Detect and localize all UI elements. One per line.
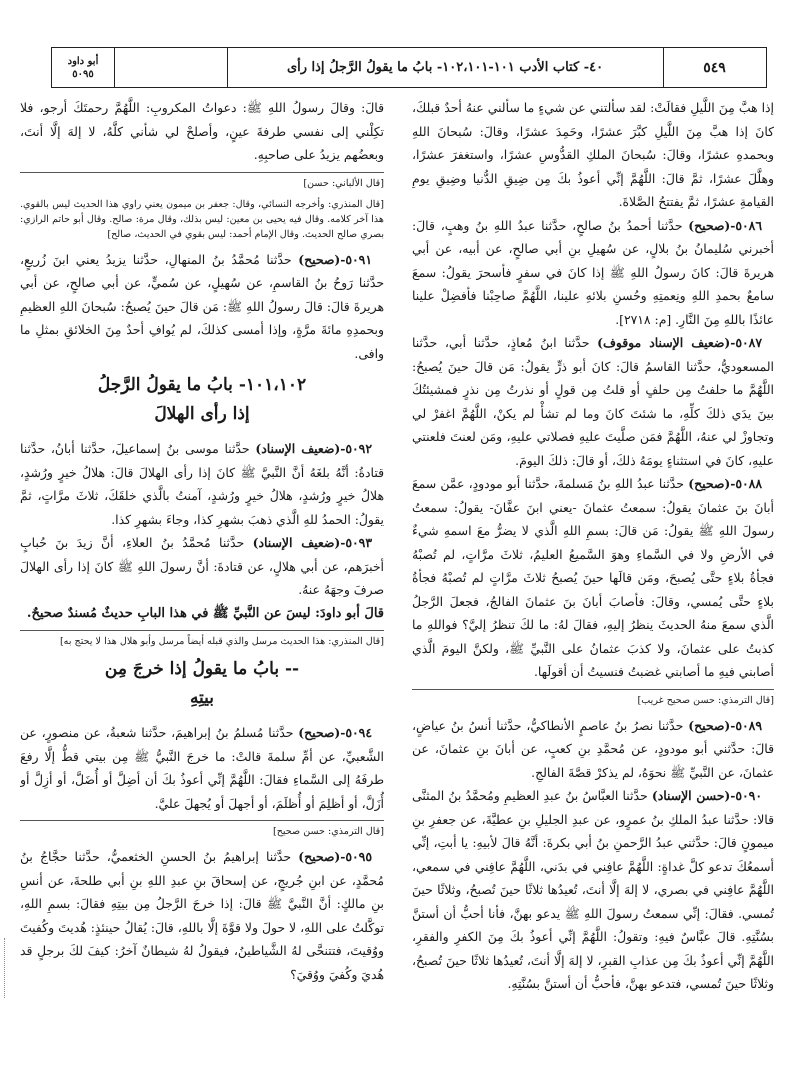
author-remark: قالَ أبو داودَ: ليسَ عن النَّبيِّ ﷺ في هذا البابِ حديثٌ مُسندٌ صحيحٌ. (26, 605, 384, 621)
hadith-entry (412, 784, 774, 996)
chapter-heading-line: -- بابُ ما يقولُ إذا خرجَ مِن (104, 659, 300, 679)
hadith-entry (412, 331, 774, 472)
hadith-number: ٥٠٨٨ (735, 476, 762, 491)
left-text-column (20, 96, 384, 1081)
hadith-number: ٥٠٩٤ (345, 725, 372, 740)
hadith-text: حدَّثنا مُحمَّدُ بنُ العلاءِ، أنَّ زيدَ بنَ حُبابٍ أخبرَهم، عن أبي هلالٍ، عن قتادةَ: أنَّ رسولَ اللهِ ﷺ كانَ إذا رأى الهلالَ صرفَ وجهَهُ عنهُ. (20, 535, 384, 597)
hadith-grade: (ضعيف الإسناد موقوف) (597, 335, 731, 350)
chapter-heading-line: بيتِهِ (189, 688, 215, 708)
hadith-number-dash: - (730, 788, 736, 803)
hadith-number-dash: - (730, 335, 736, 350)
hadith-number-dash: - (730, 217, 736, 233)
hadith-number: ٥٠٩٣ (345, 535, 372, 550)
right-text-column (412, 96, 774, 1081)
hadith-grade: (حسن الإسناد) (651, 788, 731, 803)
hadith-number: ٥٠٩٢ (345, 441, 372, 456)
scholar-note: [قال الترمذي: حسن صحيح غريب] (412, 689, 774, 708)
hadith-text: حدَّثنا عبدُ اللهِ بنُ مَسلمةَ، حدَّثنا أبو مودودٍ، عمَّن سمعَ أبانَ بنَ عثمانَ يقولُ: سمعتُ عثمانَ -يعني ابنَ عفَّانَ- يقولُ: سمعتُ رسولَ اللهِ ﷺ يقولُ: مَن قالَ: بسمِ اللهِ الَّذي لا يضرُّ معَ اسمهِ شيءٌ في الأرضِ ولا في السَّماءِ وهوَ السَّميعُ العليمُ، ثلاثَ مرَّاتٍ، لم تُصبْهُ فجأةُ بلاءٍ حتَّى يُصبحَ، ومَن قالَها حينَ يُصبحُ ثلاثَ مرَّاتٍ لم تُصبْهُ فجأةُ بلاءٍ حتَّى يُمسي، وقالَ: فأصابَ أبانَ بنَ عثمانَ الفالجُ، فجعلَ الرَّجلُ الَّذي سمعَ منهُ الحديثَ ينظرُ إليهِ، فقالَ لهُ: ما لكَ تنظرُ إليَّ؟ فواللهِ ما كذبتُ على عثمانَ، ولا كذبَ عثمانُ على النَّبيِّ ﷺ، ولكنَّ اليومَ الَّذي أصابني فيهِ ما أصابني غضبتُ فنسيتُ أن أقولَها. (412, 476, 774, 679)
scholar-note: [قال المنذري: وأخرجه النسائي، وقال: جعفر بن ميمون يعني راوي هذا الحديث ليس بالقوي. هذا آخر كلامه. وقال فيه يحيى بن معين: ليس بذلك، وقال مرة: صالح. وقال أبو حاتم الرازي: بصري صالح الحديث. وقال الإمام أحمد: ليس بقوي في الحديث، صالح] (20, 198, 384, 240)
hadith-number: ٥٠٩١ (345, 251, 372, 267)
hadith-number-dash: - (730, 717, 736, 733)
hadith-number-dash: - (340, 535, 346, 550)
hadith-entry (20, 531, 384, 602)
running-title: ٤٠- كتاب الأدب ١٠١-١٠٢،١٠١- بابُ ما يقولُ الرَّجلُ إذا رأى (227, 48, 664, 87)
scholar-note: [قال الترمذي: حسن صحيح] (20, 820, 384, 839)
hadith-grade: (صحيح) (298, 251, 341, 267)
chapter-heading-line: ١٠١،١٠٢- بابُ ما يقولُ الرَّجلُ (97, 375, 307, 395)
chapter-heading-line: إذا رأى الهلالَ (154, 404, 250, 424)
hadith-grade: (صحيح) (298, 849, 341, 864)
hadith-grade: (صحيح) (688, 717, 731, 733)
hadith-number: ٥٠٩٥ (345, 849, 372, 864)
page-number: ٥٤٩ (703, 59, 726, 76)
hadith-text: حدَّثنا أحمدُ بنُ صالحٍ، حدَّثنا عبدُ اللهِ بنُ وهبٍ، قالَ: أخبرني سُليمانُ بنُ بلالٍ، عن سُهيلِ بنِ أبي صالحٍ، عن أبيه، عن أبي هريرةَ قالَ: كانَ رسولُ اللهِ ﷺ إذا كانَ في سفرٍ فأسحرَ يقولُ: سمعَ سامعٌ بحمدِ اللهِ ونِعمتِهِ وحُسنِ بلائهِ علينا، اللَّهُمَّ صاحِبْنا فأفضِلْ علينا عائذًا باللهِ مِنَ النَّارِ. [م: ٢٧١٨]. (412, 217, 774, 327)
scholar-note: [قال المنذري: هذا الحديث مرسل والذي قبله أيضاً مرسل وأبو هلال هذا لا يحتج به] (20, 630, 384, 649)
source-reference-box (52, 48, 115, 87)
text-paragraph: قالَ: وقالَ رسولُ اللهِ ﷺ: دعواتُ المكروبِ: اللَّهُمَّ رحمتَكَ أرجو، فلا تكِلْني إلى نفسي طرفةَ عينٍ، وأصلحْ لي شأني كلَّهُ، لا إلهَ إلَّا أنتَ، وبعضُهم يزيدُ على صاحبِهِ. (20, 100, 384, 162)
hadith-grade: (ضعيف الإسناد) (252, 535, 341, 550)
hadith-number-dash: - (340, 251, 346, 267)
hadith-text: حدَّثنا موسى بنُ إسماعيلَ، حدَّثنا أبانُ، حدَّثنا قتادةُ: أنَّهُ بلغَهُ أنَّ النَّبيَّ ﷺ كانَ إذا رأى الهلالَ قالَ: هلالُ خيرٍ ورُشدٍ، هلالُ خيرٍ ورُشدٍ، هلالُ خيرٍ ورُشدٍ، آمنتُ بالَّذي خلقَكَ، ثلاثَ مرَّاتٍ، ثمَّ يقولُ: الحمدُ للهِ الَّذي ذهبَ بشهرِ كذا، وجاءَ بشهرِ كذا. (20, 441, 384, 527)
chapter-heading (20, 655, 384, 713)
hadith-text: حدَّثنا ابنُ مُعاذٍ، حدَّثنا أبي، حدَّثنا المسعوديُّ، حدَّثنا القاسمُ قالَ: كانَ أبو ذرٍّ يقولُ: مَن قالَ حينَ يُصبحُ: اللَّهُمَّ ما حلفتُ مِن حلفٍ أو قلتُ مِن قولٍ أو نذرتُ مِن نذرٍ فمشيئتُكَ بينَ يدَي ذلكَ كلِّهِ، ما شئتَ كانَ وما لم تشأْ لم يكنْ، اللَّهُمَّ اغفرْ لي وتجاوزْ لي عنهُ، اللَّهُمَّ فمَن صلَّيتَ عليهِ فصلاتي عليهِ، ومَن لعنتَ فلعنتي عليهِ، كانَ في استثناءٍ يومَهُ ذلكَ، أو قالَ: ذلكَ اليومَ. (412, 335, 774, 468)
hadith-text: حدَّثنا مُحمَّدُ بنُ المنهالِ، حدَّثنا يزيدُ يعني ابنَ زُريعٍ، حدَّثنا رَوحُ بنُ القاسمِ، عن سُهيلٍ، عن سُميٍّ، عن أبي صالحٍ، عن أبي هريرةَ قالَ: قالَ رسولُ اللهِ ﷺ: مَن قالَ حينَ يُصبحُ: سُبحانَ اللهِ العظيمِ وبحمدِهِ مائةَ مرَّةٍ، وإذا أمسى كذلكَ، لم يُوافِ أحدٌ مِنَ الخلائقِ بمثلِ ما وافى. (20, 251, 384, 361)
hadith-grade: (صحيح) (688, 217, 731, 233)
header-empty-cell (114, 48, 228, 87)
hadith-entry (412, 714, 774, 785)
page-header (51, 47, 767, 88)
hadith-number: ٥٠٨٩ (735, 717, 762, 733)
hadith-entry (20, 845, 384, 986)
hadith-entry (412, 472, 774, 684)
hadith-text: حدَّثنا نصرُ بنُ عاصمٍ الأنطاكيُّ، حدَّثنا أنسُ بنُ عياضٍ، قالَ: حدَّثني أبو مودودٍ، عن مُحمَّدِ بنِ كعبٍ، عن أبانَ بنِ عثمانَ، عن عثمانَ، عن النَّبيِّ ﷺ نحوَهُ، لم يذكرْ قصَّةَ الفالجِ. (412, 717, 774, 780)
source-name: أبو داود (67, 55, 99, 67)
scholar-note: [قال الألباني: حسن] (20, 172, 384, 191)
hadith-text: حدَّثنا مُسلمُ بنُ إبراهيمَ، حدَّثنا شعبةُ، عن منصورٍ، عن الشَّعبيِّ، عن أمِّ سلمةَ قالتْ: ما خرجَ النَّبيُّ ﷺ مِن بيتي قطُّ إلَّا رفعَ طرفَهُ إلى السَّماءِ فقالَ: اللَّهُمَّ إنِّي أعوذُ بكَ أن أضِلَّ أو أُضَلَّ، أو أزِلَّ أو أُزَلَّ، أو أظلِمَ أو أُظلَمَ، أو أجهلَ أو يُجهلَ عليَّ. (20, 725, 384, 811)
hadith-text: حدَّثنا العبَّاسُ بنُ عبدِ العظيمِ ومُحمَّدُ بنُ المثنَّى قالا: حدَّثنا عبدُ الملكِ بنُ عمرٍو، عن عبدِ الجليلِ بنِ عطيَّةَ، عن جعفرِ بنِ ميمونٍ قالَ: حدَّثني عبدُ الرَّحمنِ بنُ أبي بكرةَ: أنَّهُ قالَ لأبيهِ: يا أبتِ، إنِّي أسمعُكَ تدعو كلَّ غداةٍ: اللَّهُمَّ عافِني في بدَني، اللَّهُمَّ عافِني في سمعي، اللَّهُمَّ عافِني في بصري، لا إلهَ إلَّا أنتَ، تُعيدُها ثلاثًا حينَ تُصبحُ، وثلاثًا حينَ تُمسي. فقالَ: إنِّي سمعتُ رسولَ اللهِ ﷺ يدعو بهنَّ، فأنا أحبُّ أن أستنَّ بسُنَّتِهِ. قالَ عبَّاسٌ فيهِ: وتقولُ: اللَّهُمَّ إنِّي أعوذُ بكَ مِنَ الكفرِ والفقرِ، اللَّهُمَّ إنِّي أعوذُ بكَ مِن عذابِ القبرِ، لا إلهَ إلَّا أنتَ، تُعيدُها ثلاثًا حينَ تُصبحُ، وثلاثًا حينَ تُمسي، فتدعو بهنَّ، فأحبُّ أن أستنَّ بسُنَّتِهِ. (412, 788, 774, 991)
hadith-number-dash: - (730, 476, 736, 491)
chapter-heading (20, 371, 384, 429)
hadith-text: حدَّثنا إبراهيمُ بنُ الحسنِ الخثعميُّ، حدَّثنا حجَّاجُ بنُ مُحمَّدٍ، عن ابنِ جُريجٍ، عن إسحاقَ بنِ عبدِ اللهِ بنِ أبي طلحةَ، عن أنسِ بنِ مالكٍ: أنَّ النَّبيَّ ﷺ قالَ: إذا خرجَ الرَّجلُ مِن بيتِهِ فقالَ: بسمِ اللهِ، توكَّلتُ على اللهِ، لا حولَ ولا قوَّةَ إلَّا باللهِ، قالَ: يُقالُ حينئذٍ: هُديتَ وكُفيتَ ووُقيتَ، فتتنحَّى لهُ الشَّياطينُ، فيقولُ لهُ شيطانٌ آخرُ: كيفَ لكَ برجلٍ قد هُديَ وكُفيَ ووُقيَ؟ (20, 849, 384, 982)
hadith-entry (20, 721, 384, 815)
hadith-grade: (ضعيف الإسناد) (255, 441, 341, 456)
hadith-number: ٥٠٨٧ (735, 335, 762, 350)
hadith-number-dash: - (340, 441, 346, 456)
hadith-grade: (صحيح) (298, 725, 341, 740)
hadith-number: ٥٠٩٠ (735, 788, 762, 803)
hadith-number: ٥٠٨٦ (735, 217, 762, 233)
text-paragraph: إذا هبَّ مِنَ اللَّيلِ فقالَتْ: لقد سألتني عن شيءٍ ما سألني عنهُ أحدٌ قبلكَ، كانَ إذا هبَّ مِنَ اللَّيلِ كبَّرَ عشرًا، وحَمِدَ عشرًا، وقالَ: سُبحانَ اللهِ وبحمدهِ عشرًا، وقالَ: سُبحانَ الملكِ القدُّوسِ عشرًا، واستغفرَ عشرًا، وهلَّلَ عشرًا، ثمَّ قالَ: اللَّهُمَّ إنِّي أعوذُ بكَ مِن ضِيقِ الدُّنيا وضِيقِ يومِ القيامةِ عشرًا، ثمَّ يفتتحُ الصَّلاةَ. (412, 100, 774, 209)
margin-dots (4, 938, 8, 998)
hadith-number-dash: - (340, 725, 346, 740)
hadith-grade: (صحيح) (688, 476, 731, 491)
hadith-entry (20, 437, 384, 531)
hadith-entry (412, 214, 774, 332)
source-range: ٥٠٩٥ (72, 68, 94, 80)
hadith-number-dash: - (340, 849, 346, 864)
hadith-entry (20, 248, 384, 366)
